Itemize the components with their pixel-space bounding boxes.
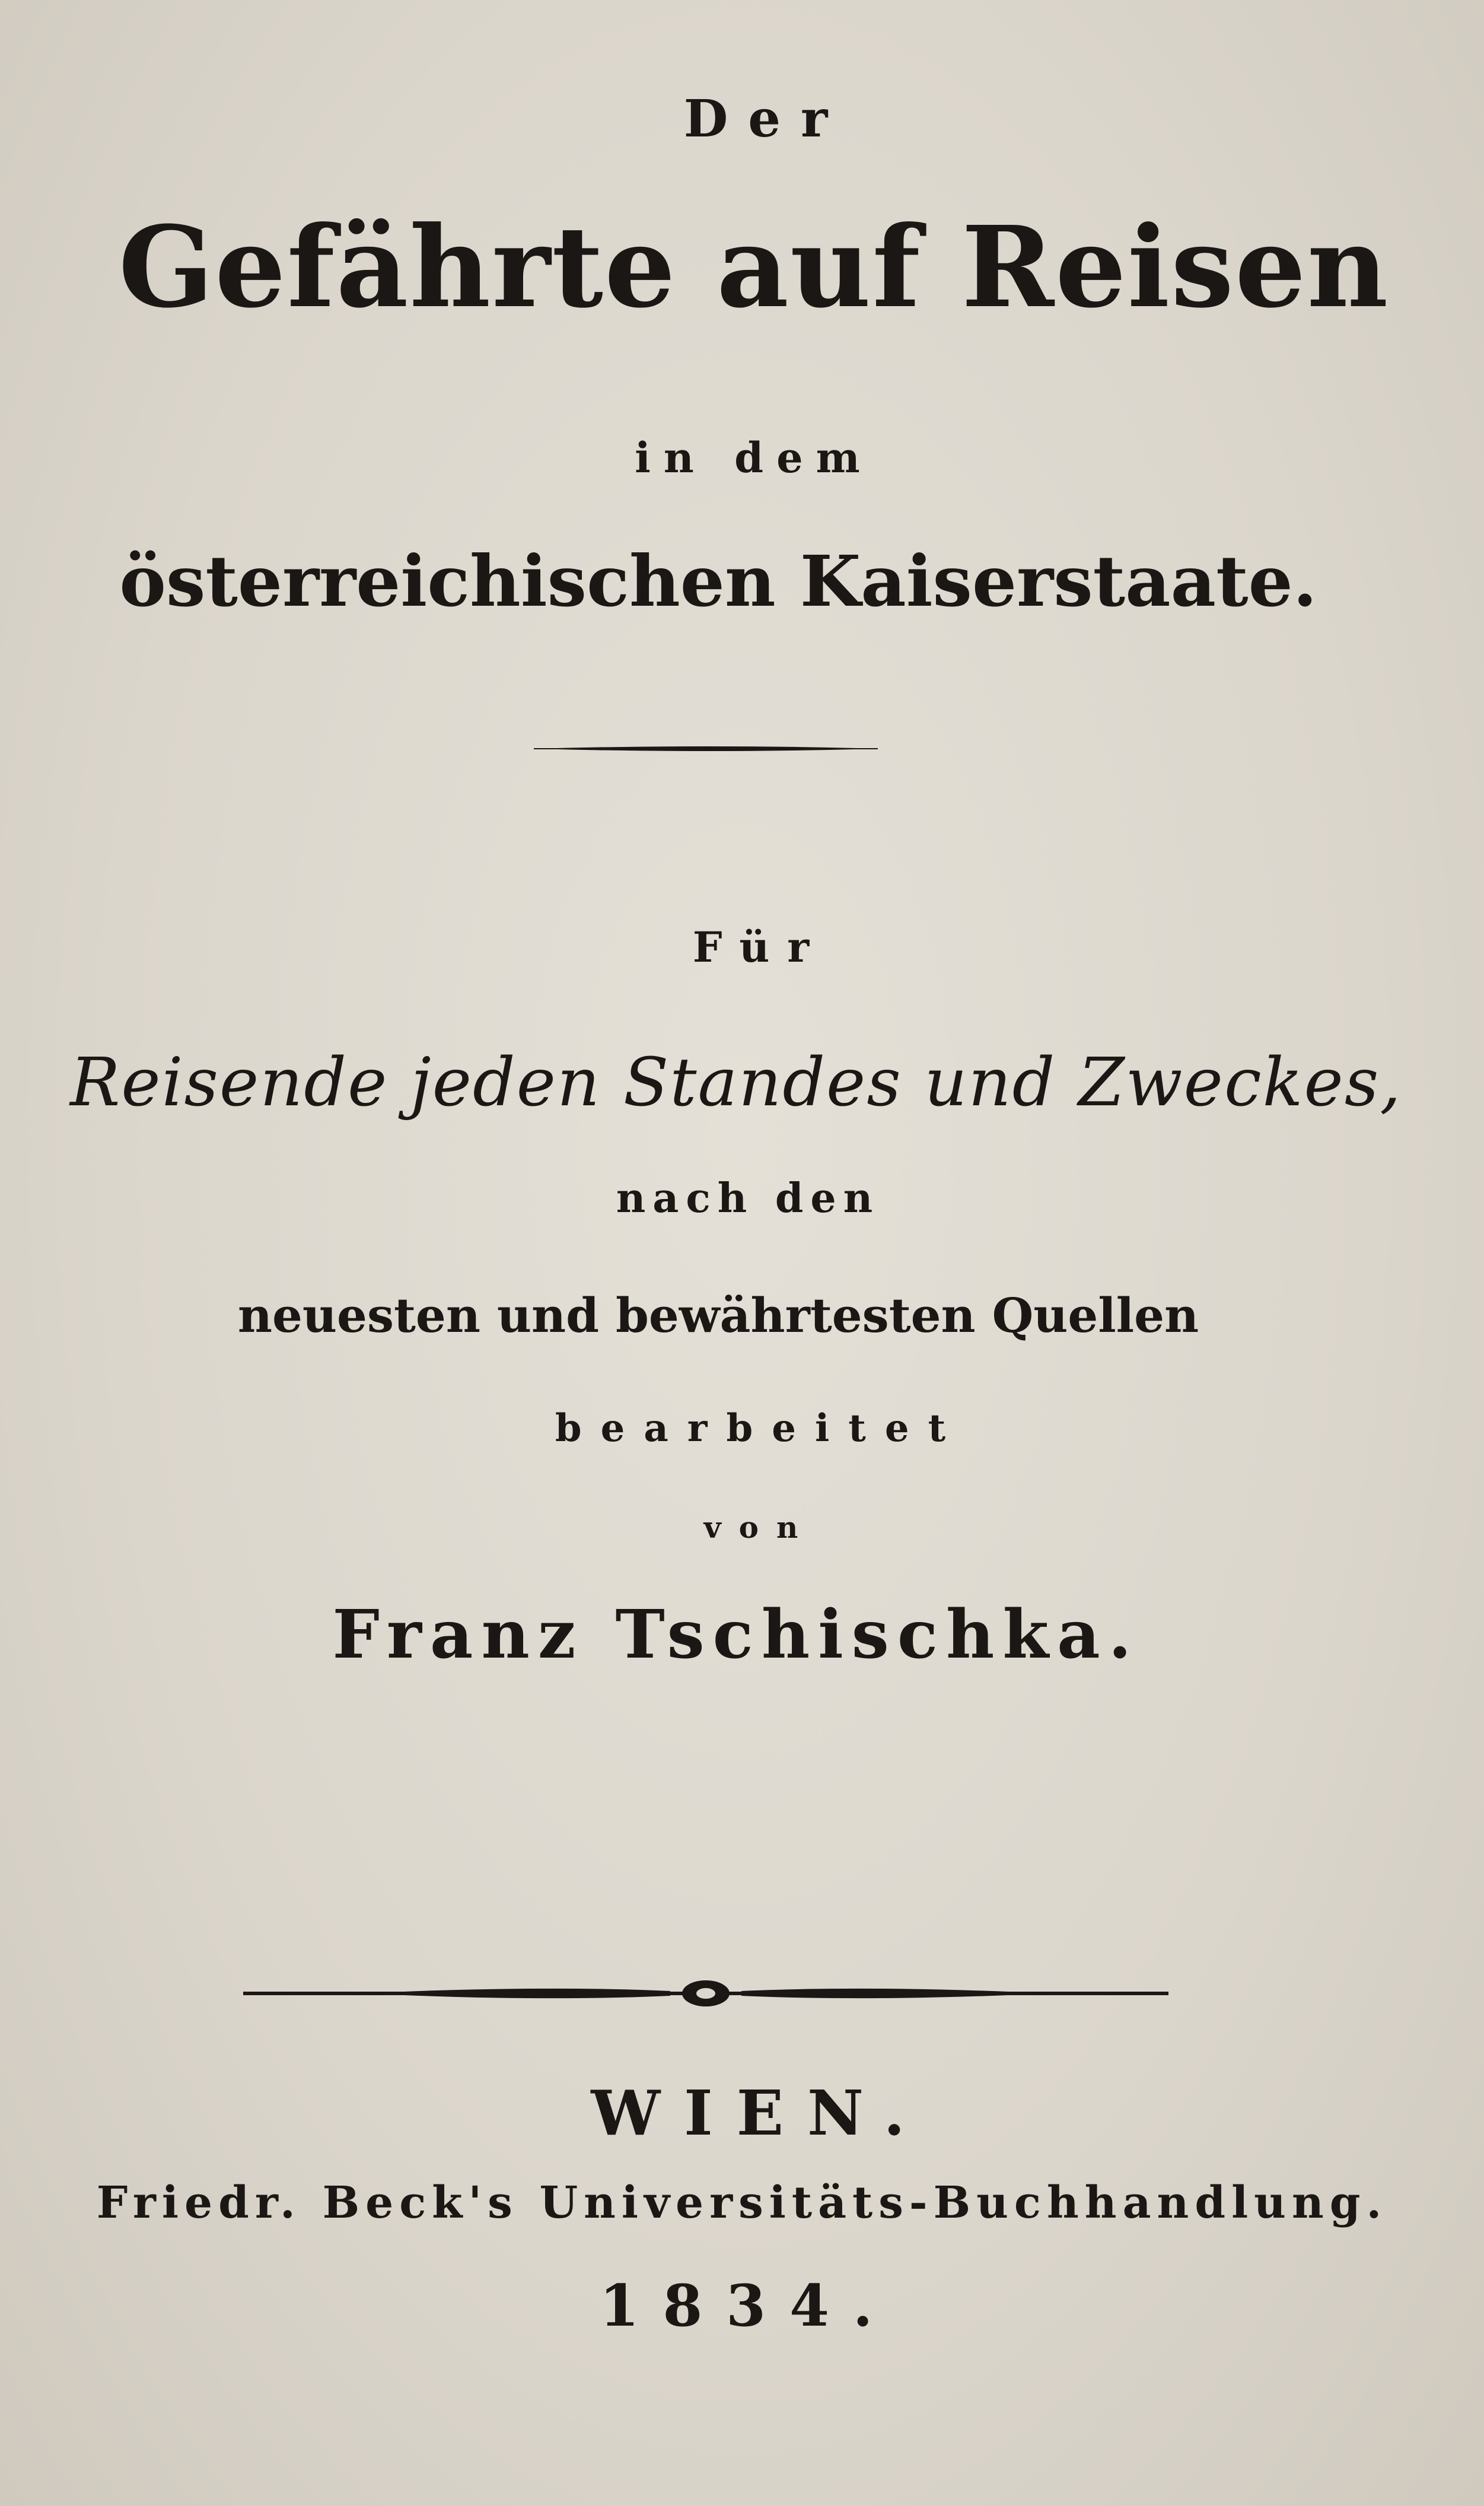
title-state: österreichischen Kaiserstaate. [119, 540, 1317, 622]
according-to: nach den [616, 1175, 880, 1222]
book-title: Gefährte auf Reisen [118, 202, 1390, 333]
audience-line: Reisende jeden Standes und Zweckes, [70, 1044, 1402, 1121]
ornamental-rule-bottom [243, 1976, 1168, 2011]
ornamental-rule-top [534, 743, 878, 755]
edited-line: bearbeitet [555, 1406, 965, 1451]
place-of-publication: WIEN. [591, 2076, 929, 2149]
sources-line: neuesten und bewährtesten Quellen [237, 1287, 1199, 1343]
title-article: Der [683, 89, 848, 149]
title-connector: in dem [635, 433, 873, 482]
author-name: Franz Tschischka. [332, 1596, 1140, 1674]
publication-year: 1834. [599, 2272, 897, 2339]
dedication-for: Für [692, 923, 827, 972]
publisher-name: Friedr. Beck's Universitäts-Buchhandlung. [96, 2177, 1388, 2228]
by-line: von [703, 1510, 816, 1545]
